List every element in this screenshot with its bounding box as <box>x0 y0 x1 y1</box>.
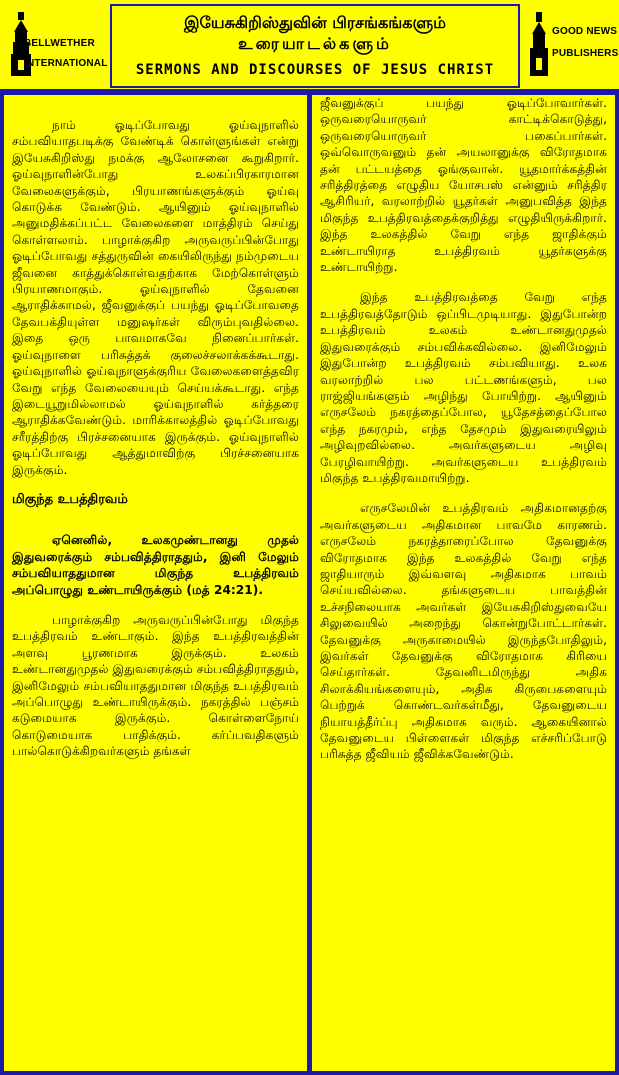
logo-left-line1: BELLWETHER <box>24 38 95 49</box>
section-heading: மிகுந்த உபத்திரவம் <box>12 491 128 507</box>
logo-right-line1: GOOD NEWS <box>552 26 618 37</box>
good-news-logo <box>526 10 619 80</box>
scripture-quote: ஏனெனில், உலகமுண்டானது முதல் இதுவரைக்கும் சம்பவித்திராததும், இனி மேலும் சம்பவியாததுமான மிகுந்த உபத்திரவம் அப்பொழுது உண்டாயிருக்கும் (மத் 24:21). <box>12 533 299 597</box>
tower-icon <box>526 10 552 76</box>
right-paragraph-2: இந்த உபத்திரவத்தை வேறு எந்த உபத்திரவத்தோடும் ஒப்பிடமுடியாது. இதுபோன்ற உபத்திரவம் உலகம் உண்டானதுமுதல் இதுவரைக்கும் சம்பவிக்கவில்லை. இனிமேலும் இதுபோன்ற உபத்திரவம் சம்பவியாது. உலக வரலாற்றில் பல பட்டணங்களும், பல ராஜ்ஜியங்களும் அழிந்து போயிற்று. ஆயினும் எருசலேம் நகரத்தைப்போல, யூதேசத்தைப்போல எந்த நகரமும், எந்த தேசமும் இதுவரையிலும் அழிவுறவில்லை. அவர்களுடைய அழிவு பேரழிவாயிற்று. அவர்களுடைய உபத்திரவம் மிகுந்த உபத்திரவமாயிற்று. <box>320 290 607 485</box>
bellwether-logo <box>6 10 108 80</box>
left-paragraph-2: பாழாக்குகிற அருவருப்பின்போது மிகுந்த உபத்திரவம் உண்டாகும். இந்த உபத்திரவத்தின் அளவு பூரணமாக இருக்கும். உலகம் உண்டானதுமுதல் இதுவரைக்கும் சம்பவித்திராததும், இனிமேலும் சம்பவியாததுமான மிகுந்த உபத்திரவம் அப்பொழுது உண்டாயிருக்கும். நகரத்தில் பஞ்சம் கடுமையாக இருக்கும். கொள்ளைநோய் கொடுமையாக பாதிக்கும். கர்ப்பவதிகளும் பால்கொடுக்கிறவர்களும் தங்கள் <box>12 612 299 759</box>
logo-right-line2: PUBLISHERS <box>552 48 619 59</box>
title-english: SERMONS AND DISCOURSES OF JESUS CHRIST <box>135 62 495 78</box>
header-banner <box>0 0 619 92</box>
title-box <box>110 4 520 88</box>
title-tamil-line2: உரையாடல்களும் <box>238 34 392 53</box>
left-column <box>4 95 307 1071</box>
title-tamil-line1: இயேசுகிறிஸ்துவின் பிரசங்கங்களும் <box>183 13 447 32</box>
right-column <box>312 95 615 1071</box>
right-paragraph-3: எருசலேமின் உபத்திரவம் அதிகமானதற்கு அவர்களுடைய அதிகமான பாவமே காரணம். எருசலேம் நகரத்தாரைப்போல தேவனுக்கு விரோதமாக இந்த உலகத்தில் வேறு எந்த ஜாதியாரும் இவ்வளவு அதிகமாக பாவம் செய்யவில்லை. தங்களுடைய பாவத்தின் உச்சநிலையாக அவர்கள் இயேசுகிறிஸ்துவையே சிலுவையில் அறைந்து கொன்றுபோட்டார்கள். தேவனுக்கு அருகாமையில் இருந்தபோதிலும், இவர்கள் தேவனுக்கு விரோதமாக கிரியை செய்தார்கள். தேவனிடமிருந்து அதிக சிலாக்கியங்களையும், அதிக கிருபைகளையும் பெற்றுக் கொண்டவர்கள்மீது, தேவனுடைய நியாயத்தீர்ப்பு அதிகமாக வரும். ஆகையினால் தேவனுடைய பிள்ளைகள் மிகுந்த எச்சரிப்போடு பரிசுத்த ஜீவியம் ஜீவிக்கவேண்டும். <box>320 501 607 762</box>
right-paragraph-1: ஜீவனுக்குப் பயந்து ஓடிப்போவார்கள். ஒருவரையொருவர் காட்டிக்கொடுத்து, ஒருவரையொருவர் பகைப்பார்கள். ஒவ்வொருவனும் தன் அயலானுக்கு விரோதமாக தன் பட்டயத்தை ஓங்குவான். யூதமார்க்கத்தின் சரித்திரத்தை எழுதிய யோசபஸ் என்னும் சரித்திர ஆசிரியர், வரலாற்றில் யூதர்கள் அனுபவித்த இந்த மிகுந்த உபத்திரவத்தைக்குறித்து எழுதியிருக்கிறார். இந்த உலகத்தில் வேறு எந்த ஜாதிக்கும் உண்டாயிராத உபத்திரவம் யூதர்களுக்கு உண்டாயிற்று. <box>320 96 607 275</box>
left-paragraph-1: நாம் ஓடிப்போவது ஓய்வுநாளில் சம்பவியாதபடிக்கு வேண்டிக் கொள்ளுங்கள் என்று இயேசுகிறிஸ்து நமக்கு ஆலோசனை கூறுகிறார். ஓய்வுநாளின்போது உலகப்பிரகாரமான வேலைகளுக்கும், பிரயாணங்களுக்கும் ஓய்வு கொடுக்க வேண்டும். ஆயினும் ஓய்வுநாளில் அனுமதிக்கப்பட்ட வேலைகளை மாத்திரம் செய்து கொள்ளலாம். பாழாக்குகிற அருவருப்பின்போது ஓடிப்போவது சத்துருவின் கையிலிருந்து நம்முடைய ஜீவனை காத்துக்கொள்வதற்காக மேற்கொள்ளும் பிரயாணமாகும். ஓய்வுநாளில் தேவனை ஆராதிக்காமல், ஜீவனுக்குப் பயந்து ஓடிப்போவதை தேவபக்தியுள்ள மனுஷர்கள் விரும்புவதில்லை. இதை ஒரு பாவமாகவே நினைப்பார்கள். ஓய்வுநாளை பரிசுத்தக் குலைச்சலாக்கக்கூடாது. ஓய்வுநாளில் ஓய்வுநாளுக்குரிய வேலைகளைத்தவிர வேறு எந்த வேலையையும் செய்யக்கூடாது. எந்த இடையூறுமில்லாமல் ஓய்வுநாளில் கர்த்தரை ஆராதிக்கவேண்டும். மாரிக்காலத்தில் ஓடிப்போவது சரீரத்திற்கு பிரச்சனையாக இருக்கும். ஓய்வுநாளில் ஓடிப்போவது ஆத்துமாவிற்கு பிரச்சனையாக இருக்கும். <box>12 118 299 477</box>
logo-left-line2: INTERNATIONAL <box>24 58 108 69</box>
